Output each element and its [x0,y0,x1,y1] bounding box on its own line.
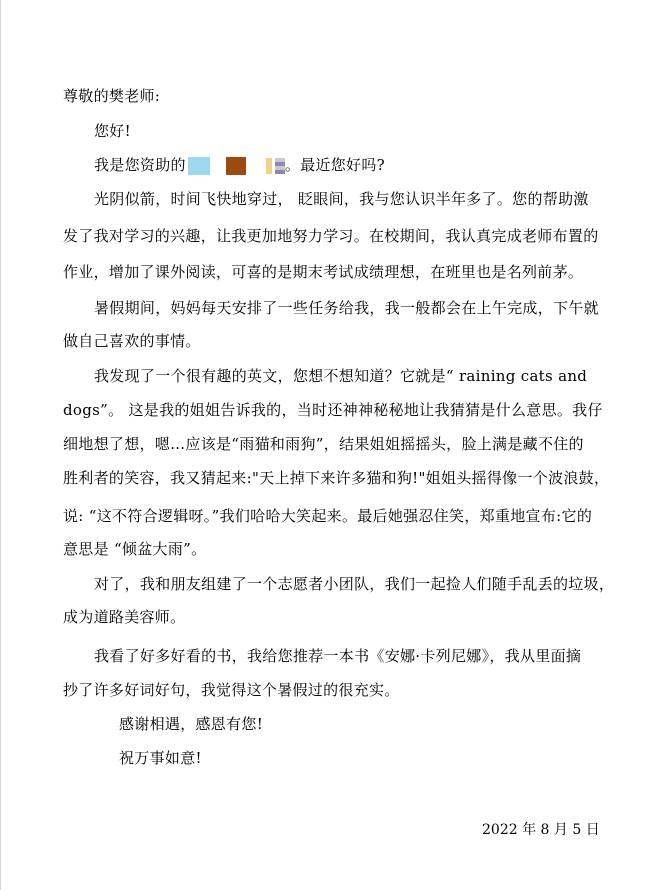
paragraph-line: 作业，增加了课外阅读，可喜的是期末考试成绩理想，在班里也是名列前茅。 [63,263,584,281]
closing-thanks: 感谢相遇，感恩有您! [119,715,264,733]
greeting: 您好! [94,122,131,140]
closing-wishes: 祝万事如意! [119,749,202,767]
paragraph-line: 做自己喜欢的事情。 [63,332,201,350]
intro-line [94,155,385,175]
paragraph-line: 发了我对学习的兴趣，让我更加地努力学习。在校期间，我认真完成老师布置的 [63,227,599,245]
paragraph-line: 光阴似箭，时间飞快地穿过， 眨眼间，我与您认识半年多了。您的帮助激 [94,190,589,208]
paragraph-line: 成为道路美容师。 [63,608,186,626]
paragraph-line: 我发现了一个很有趣的英文，您想不想知道？它就是“ raining cats and [94,367,588,385]
redaction-block [266,158,272,174]
intro-prefix: 我是您资助的 [94,156,186,174]
paragraph-line: 细地想了想，嗯…应该是“雨猫和雨狗”，结果姐姐摇摇头，脸上满是藏不住的 [63,435,584,453]
redaction-block [226,157,246,175]
paragraph-line: 说: “这不符合逻辑呀。”我们哈哈大笑起来。最后她强忍住笑，郑重地宣布:它的 [63,507,593,525]
letter-date: 2022 年 8 月 5 日 [482,822,600,838]
paragraph-line: 我看了好多好看的书，我给您推荐一本书《安娜·卡列尼娜》，我从里面摘 [94,647,582,665]
paragraph-line: 胜利者的笑容，我又猜起来:"天上掉下来许多猫和狗!"姐姐头摇得像一个波浪鼓， [63,469,610,487]
paragraph-line: 对了，我和朋友组建了一个志愿者小团队，我们一起捡人们随手乱丢的垃圾， [94,575,615,593]
paragraph-line: dogs”。 这是我的姐姐告诉我的，当时还神神秘秘地让我猜猜是什么意思。我仔 [63,401,603,419]
redaction-block [188,157,210,175]
paragraph-line: 意思是 “倾盆大雨”。 [63,540,207,558]
salutation: 尊敬的樊老师: [63,87,161,105]
intro-suffix: 。最近您好吗? [284,156,385,174]
paragraph-line: 抄了许多好词好句，我觉得这个暑假过的很充实。 [63,681,400,699]
paragraph-line: 暑假期间，妈妈每天安排了一些任务给我，我一般都会在上午完成，下午就 [94,299,599,317]
redaction-block [275,158,285,174]
